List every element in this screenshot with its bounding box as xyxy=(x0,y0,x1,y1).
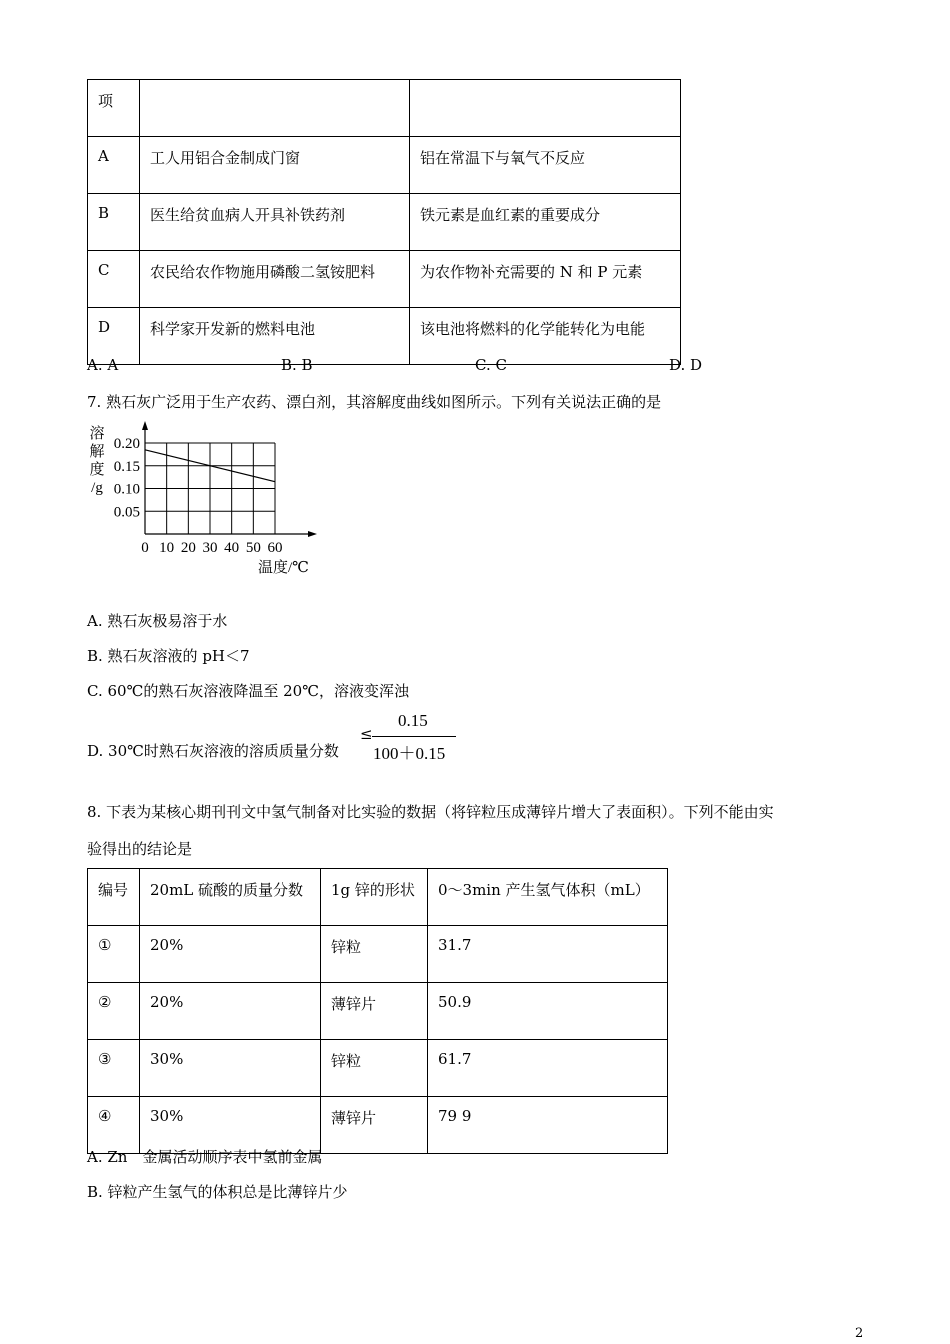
q6-option-c[interactable]: C. C xyxy=(475,356,507,374)
q8-stem-line2: 验得出的结论是 xyxy=(87,840,193,858)
q7-option-c[interactable]: C. 60℃的熟石灰溶液降温至 20℃，溶液变浑浊 xyxy=(87,682,409,700)
q8-option-b[interactable]: B. 锌粒产生氢气的体积总是比薄锌片少 xyxy=(87,1183,348,1201)
table-cell: 农民给农作物施用磷酸二氢铵肥料 xyxy=(140,251,410,308)
table-cell: A xyxy=(88,137,140,194)
y-tick-label: 0.15 xyxy=(113,458,140,475)
q6-option-d[interactable]: D. D xyxy=(669,356,703,374)
table-cell xyxy=(410,80,681,137)
table-row xyxy=(88,926,668,983)
chart-x-ticks xyxy=(141,540,282,556)
x-tick-label: 0 xyxy=(141,540,149,556)
table-cell: 30% xyxy=(140,1040,321,1097)
x-tick-label: 40 xyxy=(224,540,240,556)
table-row xyxy=(88,194,681,251)
q6-option-b[interactable]: B. B xyxy=(281,356,313,374)
chart-x-label: 温度/℃ xyxy=(258,560,309,576)
table-cell: 79 9 xyxy=(428,1097,668,1154)
table-cell: 20% xyxy=(140,926,321,983)
table-cell: B xyxy=(88,194,140,251)
q7-option-d[interactable]: D. 30℃时熟石灰溶液的溶质质量分数 xyxy=(87,742,339,760)
table-row xyxy=(88,251,681,308)
y-label-char: 溶 xyxy=(89,426,105,442)
table-cell: 编号 xyxy=(88,869,140,926)
fraction-bar xyxy=(372,736,456,737)
table-cell: 20% xyxy=(140,983,321,1040)
table-row xyxy=(88,308,681,365)
y-label-char: 解 xyxy=(89,444,105,460)
table-cell: 0～3min 产生氢气体积（mL） xyxy=(428,869,668,926)
table-cell: 该电池将燃料的化学能转化为电能 xyxy=(410,308,681,365)
table-cell: 31.7 xyxy=(428,926,668,983)
solubility-chart xyxy=(84,418,334,580)
x-axis-arrow xyxy=(308,531,317,537)
chart-axes xyxy=(142,421,317,537)
y-tick-label: 0.20 xyxy=(113,436,140,452)
q7-option-a[interactable]: A. 熟石灰极易溶于水 xyxy=(87,612,228,630)
table-cell: D xyxy=(88,308,140,365)
table-row xyxy=(88,1040,668,1097)
chart-y-ticks xyxy=(114,436,140,520)
table-cell: 锌粒 xyxy=(321,926,428,983)
table-cell: 铝在常温下与氧气不反应 xyxy=(410,137,681,194)
y-label-char: /g xyxy=(91,480,103,496)
q8-option-a[interactable]: A. Zn 金属活动顺序表中氢前金属 xyxy=(87,1148,323,1166)
table-cell xyxy=(140,80,410,137)
table-cell: 科学家开发新的燃料电池 xyxy=(140,308,410,365)
table-cell: 锌粒 xyxy=(321,1040,428,1097)
table-row xyxy=(88,983,668,1040)
table-cell: 50.9 xyxy=(428,983,668,1040)
q8-stem-line1: 8. 下表为某核心期刊刊文中氢气制备对比实验的数据（将锌粒压成薄锌片增大了表面积）。下列不能由实 xyxy=(87,803,774,821)
table-cell: 薄锌片 xyxy=(321,1097,428,1154)
q7-option-b[interactable]: B. 熟石灰溶液的 pH＜7 xyxy=(87,647,250,665)
q8-table xyxy=(87,868,668,1154)
table-cell: 医生给贫血病人开具补铁药剂 xyxy=(140,194,410,251)
table-cell: 20mL 硫酸的质量分数 xyxy=(140,869,321,926)
fraction-numerator: 0.15 xyxy=(398,711,428,730)
table-cell: 铁元素是血红素的重要成分 xyxy=(410,194,681,251)
x-tick-label: 60 xyxy=(267,540,283,556)
q6-table xyxy=(87,79,681,365)
y-tick-label: 0.10 xyxy=(113,481,140,498)
fraction-denominator: 100＋0.15 xyxy=(373,744,446,763)
table-cell: 为农作物补充需要的 N 和 P 元素 xyxy=(410,251,681,308)
q7-stem: 7. 熟石灰广泛用于生产农药、漂白剂，其溶解度曲线如图所示。下列有关说法正确的是 xyxy=(87,393,662,411)
page-number: 2 xyxy=(855,1326,864,1341)
table-row xyxy=(88,1097,668,1154)
x-tick-label: 30 xyxy=(202,540,218,556)
chart-grid xyxy=(145,443,275,534)
table-cell: C xyxy=(88,251,140,308)
chart-y-label xyxy=(89,425,104,496)
table-cell: 项 xyxy=(88,80,140,137)
table-header-row xyxy=(88,869,668,926)
table-cell: ② xyxy=(88,983,140,1040)
table-cell: 工人用铝合金制成门窗 xyxy=(140,137,410,194)
x-tick-label: 10 xyxy=(159,540,175,556)
table-cell: 30% xyxy=(140,1097,321,1154)
table-cell: ① xyxy=(88,926,140,983)
q6-option-a[interactable]: A. A xyxy=(87,356,119,374)
table-cell: ③ xyxy=(88,1040,140,1097)
table-cell: 1g 锌的形状 xyxy=(321,869,428,926)
table-header-row xyxy=(88,80,681,137)
table-row xyxy=(88,137,681,194)
x-tick-label: 50 xyxy=(245,540,261,556)
x-tick-label: 20 xyxy=(180,540,196,556)
table-cell: ④ xyxy=(88,1097,140,1154)
table-cell: 61.7 xyxy=(428,1040,668,1097)
y-tick-label: 0.05 xyxy=(113,504,140,521)
y-axis-arrow xyxy=(142,421,148,430)
fraction-leq-sign: ≤ xyxy=(360,725,373,743)
table-cell: 薄锌片 xyxy=(321,983,428,1040)
y-label-char: 度 xyxy=(89,462,105,478)
